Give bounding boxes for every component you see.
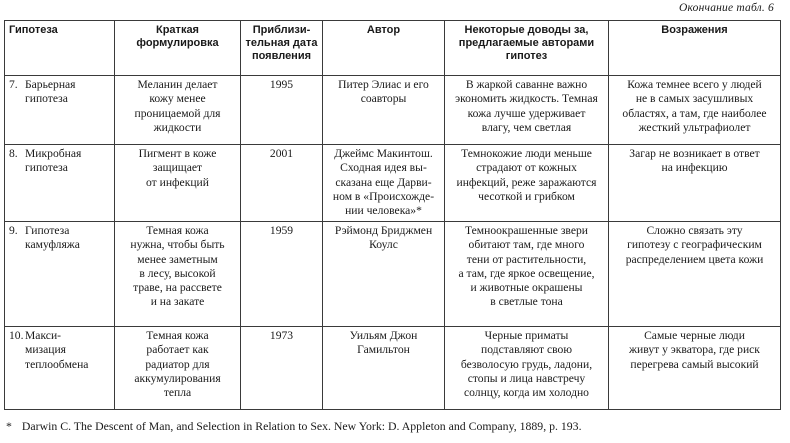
formulation-cell: Темная кожа работает как радиатор для аккумулирования тепла	[115, 327, 241, 410]
header-row	[5, 21, 781, 76]
objections-cell: Самые черные люди живут у экватора, где риск перегрева самый высокий	[609, 327, 781, 410]
header-hypothesis: Гипотеза	[5, 21, 115, 76]
author-cell: Рэймонд Бриджмен Коулс	[323, 222, 445, 327]
date-cell: 2001	[241, 145, 323, 222]
footnote-mark: *	[6, 419, 12, 433]
row-number: 9.	[9, 224, 18, 237]
footnote	[6, 419, 582, 434]
hypothesis-cell	[5, 222, 115, 327]
author-cell: Питер Элиас и его соавторы	[323, 76, 445, 145]
header-objections: Возражения	[609, 21, 781, 76]
arguments-cell: В жаркой саванне важно экономить жидкость. Темная кожа лучше удерживает влагу, чем светлая	[445, 76, 609, 145]
hypothesis-cell	[5, 145, 115, 222]
formulation-cell: Пигмент в коже защищает от инфекций	[115, 145, 241, 222]
objections-cell: Кожа темнее всего у людей не в самых засушливых областях, а там, где наиболее жесткий ультрафиолет	[609, 76, 781, 145]
formulation-cell: Меланин делает кожу менее проницаемой для жидкости	[115, 76, 241, 145]
author-cell: Уильям Джон Гамильтон	[323, 327, 445, 410]
header-author: Автор	[323, 21, 445, 76]
date-cell: 1995	[241, 76, 323, 145]
hypothesis-name: Гипотеза камуфляжа	[25, 224, 80, 252]
row-number: 7.	[9, 78, 18, 91]
hypothesis-name: Микробная гипотеза	[25, 147, 82, 175]
date-cell: 1973	[241, 327, 323, 410]
hypothesis-cell	[5, 327, 115, 410]
date-cell: 1959	[241, 222, 323, 327]
hypotheses-table	[4, 20, 781, 410]
row-number: 10.	[9, 329, 24, 342]
header-formulation: Краткая формулировка	[115, 21, 241, 76]
objections-cell: Сложно связать эту гипотезу с географическим распределением цвета кожи	[609, 222, 781, 327]
arguments-cell: Темнокожие люди меньше страдают от кожных инфекций, реже заражаются чесоткой и грибком	[445, 145, 609, 222]
footnote-text: Darwin C. The Descent of Man, and Selection in Relation to Sex. New York: D. Appleton and Company, 1889, p. 193.	[21, 419, 582, 433]
hypothesis-name: Барьерная гипотеза	[25, 78, 76, 106]
table-row	[5, 222, 781, 327]
table-row	[5, 76, 781, 145]
footnote-divider	[6, 409, 106, 410]
header-date: Приблизи- тельная дата появления	[241, 21, 323, 76]
author-cell: Джеймс Макинтош. Сходная идея вы- сказана еще Дарви- ном в «Происхожде- нии человека»*	[323, 145, 445, 222]
hypothesis-name: Макси- мизация теплообмена	[25, 329, 89, 371]
table-row	[5, 327, 781, 410]
formulation-cell: Темная кожа нужна, чтобы быть менее заметным в лесу, высокой траве, на рассвете и на закате	[115, 222, 241, 327]
table-row	[5, 145, 781, 222]
row-number: 8.	[9, 147, 18, 160]
arguments-cell: Темноокрашенные звери обитают там, где много тени от растительности, а там, где яркое освещение, и животные окрашены в светлые тона	[445, 222, 609, 327]
hypothesis-cell	[5, 76, 115, 145]
table-caption: Окончание табл. 6	[679, 2, 774, 14]
objections-cell: Загар не возникает в ответ на инфекцию	[609, 145, 781, 222]
arguments-cell: Черные приматы подставляют свою безволосую грудь, ладони, стопы и лица навстречу солнцу, когда им холодно	[445, 327, 609, 410]
header-arguments: Некоторые доводы за, предлагаемые авторами гипотез	[445, 21, 609, 76]
